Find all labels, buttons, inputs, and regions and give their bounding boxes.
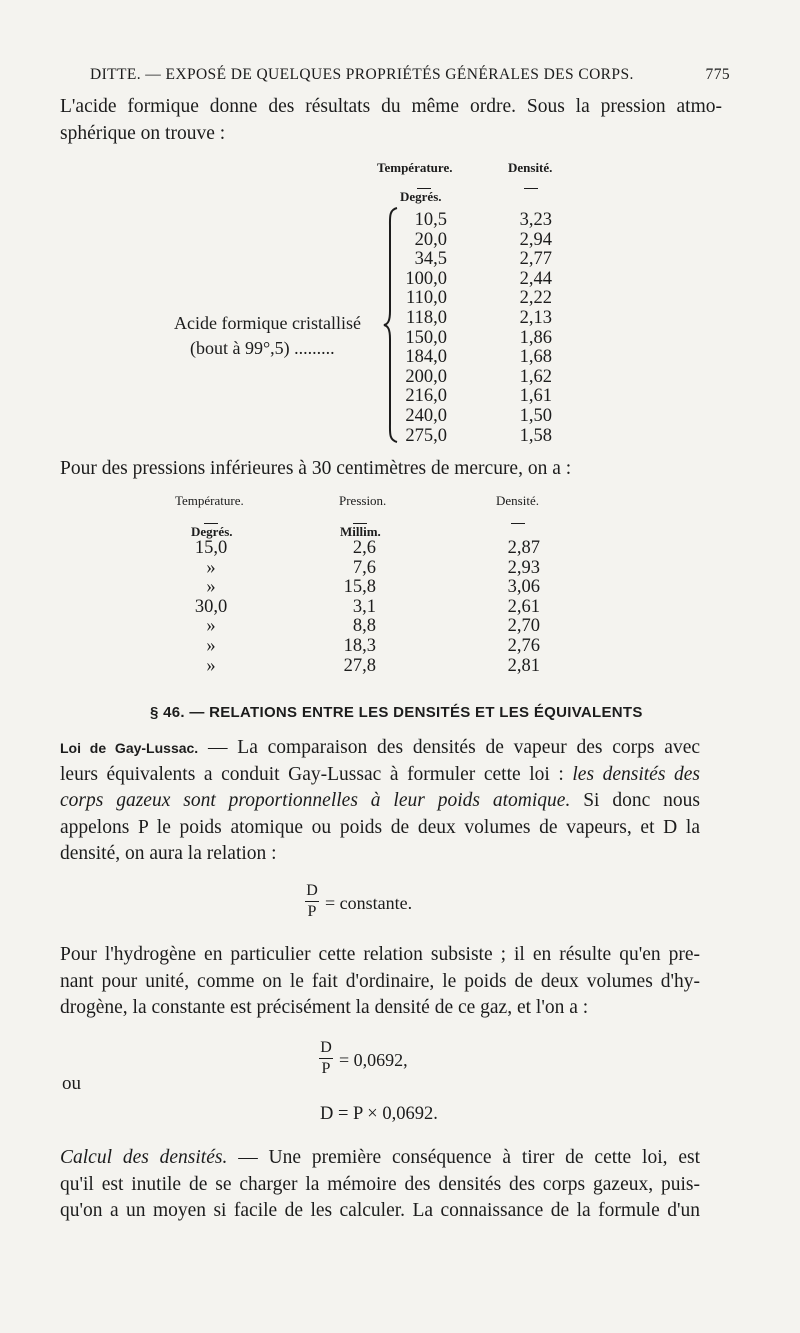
text-line bbox=[60, 735, 700, 762]
table2-pressure-cell: 8,8 bbox=[352, 616, 376, 637]
table1-temperature-cell: 118,0 bbox=[406, 308, 447, 328]
equation-3: D = P × 0,0692. bbox=[320, 1104, 438, 1124]
table1-density-cell: 1,86 bbox=[519, 327, 552, 348]
table1-dash bbox=[524, 176, 538, 194]
intro-paragraph bbox=[60, 94, 722, 147]
text-line bbox=[60, 1145, 700, 1172]
table2-temperature-cell: » bbox=[206, 557, 216, 578]
table1-temperature-cell: 275,0 bbox=[405, 425, 447, 446]
table1-temperature-cell: 200,0 bbox=[405, 366, 447, 387]
table1-temperature-cell: 184,0 bbox=[405, 347, 447, 368]
text-line bbox=[60, 788, 700, 815]
table1-temperature-cell: 150,0 bbox=[405, 327, 447, 348]
table1-density-cell: 2,22 bbox=[519, 288, 552, 309]
table2-pressure-cell: 18,3 bbox=[343, 636, 376, 656]
table2-temperature-cell: » bbox=[206, 655, 216, 676]
table1-temperature-cell: 34,5 bbox=[414, 249, 447, 270]
law-statement: les densités des bbox=[572, 763, 700, 785]
law-name: Loi de Gay-Lussac. bbox=[60, 740, 199, 756]
table1-temperature-cell: 110,0 bbox=[406, 288, 447, 309]
text-line: qu'il est inutile de se charger la mémoire des densités des corps gazeux, puis- bbox=[60, 1173, 700, 1195]
denominator: P bbox=[307, 903, 317, 921]
table2-temperature-cell: » bbox=[206, 616, 216, 637]
equation-1-fraction bbox=[305, 883, 319, 920]
table1-density-cell: 2,44 bbox=[519, 268, 552, 289]
table2-density-cell: 2,87 bbox=[507, 538, 540, 558]
table2-density-cell: 2,70 bbox=[507, 616, 540, 637]
table1-density-cell: 1,68 bbox=[519, 347, 552, 368]
substance-label: Acide formique cristallisé bbox=[174, 313, 361, 333]
table1-unit: Degrés. bbox=[400, 189, 442, 204]
section-heading: § 46. — RELATIONS ENTRE LES DENSITÉS ET LES ÉQUIVALENTS bbox=[150, 704, 643, 721]
denominator: P bbox=[321, 1060, 331, 1078]
equation-1-rhs: = constante. bbox=[325, 893, 413, 913]
table1-density-cell: 2,13 bbox=[519, 308, 552, 328]
table2-temperature-cell: » bbox=[206, 577, 216, 598]
table2-pressure-cell: 27,8 bbox=[343, 655, 376, 676]
equation-2-fraction bbox=[319, 1040, 333, 1077]
text-line: qu'on a un moyen si facile de les calculer. La connaissance de la formule d'un bbox=[60, 1200, 700, 1221]
hydrogen-paragraph bbox=[60, 942, 700, 1022]
calcul-paragraph bbox=[60, 1145, 700, 1225]
table1-density-cell: 3,23 bbox=[519, 210, 552, 230]
table1-temperature-cell: 240,0 bbox=[405, 406, 447, 426]
table1-temperature-cell: 10,5 bbox=[414, 210, 447, 230]
brace-icon bbox=[383, 207, 399, 443]
table1-density-cell: 1,62 bbox=[519, 366, 552, 387]
text-line: densité, on aura la relation : bbox=[60, 843, 277, 864]
text-fragment: leurs équivalents a conduit Gay-Lussac à formuler cette loi : bbox=[60, 763, 573, 785]
text-line: nant pour unité, comme on le fait d'ordinaire, le poids de deux volumes d'hy- bbox=[60, 970, 700, 992]
table2-temperature-cell: » bbox=[206, 636, 216, 656]
table2-header-temperature: Température. bbox=[175, 493, 244, 508]
table2-density-cell: 2,81 bbox=[507, 655, 540, 676]
text-line: L'acide formique donne des résultats du même ordre. Sous la pression atmo- bbox=[60, 96, 722, 117]
table2-temperature-cell: 30,0 bbox=[194, 596, 228, 617]
text-fragment: Si donc nous bbox=[570, 790, 700, 811]
running-title: DITTE. — EXPOSÉ DE QUELQUES PROPRIÉTÉS GÉNÉRALES DES CORPS. bbox=[90, 66, 634, 83]
text-line: appelons P le poids atomique ou poids de deux volumes de vapeurs, et D la bbox=[60, 816, 700, 838]
table1-temperature-cell: 20,0 bbox=[414, 229, 447, 250]
text-line bbox=[60, 762, 700, 789]
law-paragraph bbox=[60, 735, 700, 868]
pressure-intro: Pour des pressions inférieures à 30 centimètres de mercure, on a : bbox=[60, 458, 572, 479]
table1-density-cell: 1,58 bbox=[519, 425, 552, 446]
table2-header-pressure: Pression. bbox=[339, 493, 387, 508]
table2-pressure-cell: 2,6 bbox=[352, 538, 376, 558]
table2-dash bbox=[511, 511, 525, 529]
text-line: drogène, la constante est précisément la densité de ce gaz, et l'on a : bbox=[60, 997, 589, 1018]
numerator: D bbox=[320, 1039, 332, 1056]
table1-temperature-cell: 216,0 bbox=[405, 386, 447, 407]
table2-temperature-cell: 15,0 bbox=[194, 538, 228, 558]
table1-density-cell: 1,61 bbox=[519, 386, 552, 407]
text-line: Pour l'hydrogène en particulier cette relation subsiste ; il en résulte qu'en pre- bbox=[60, 944, 700, 965]
table1-header-density: Densité. bbox=[508, 160, 553, 175]
table1-density-cell: 1,50 bbox=[519, 406, 552, 426]
table2-pressure-cell: 15,8 bbox=[343, 577, 376, 598]
conjunction-ou: ou bbox=[62, 1073, 81, 1094]
numerator: D bbox=[306, 882, 318, 899]
table2-density-cell: 2,93 bbox=[507, 557, 540, 578]
law-statement: corps gazeux sont proportionnelles à leur poids atomique. bbox=[60, 790, 571, 811]
table2-density-cell: 2,61 bbox=[507, 596, 540, 617]
table1-density-cell: 2,94 bbox=[519, 229, 552, 250]
equation-2-rhs: = 0,0692, bbox=[339, 1050, 408, 1070]
table2-density-cell: 2,76 bbox=[507, 636, 540, 656]
running-header bbox=[90, 66, 730, 84]
table1-temperature-cell: 100,0 bbox=[405, 268, 447, 289]
table1-density-cell: 2,77 bbox=[519, 249, 552, 270]
table2-pressure-cell: 3,1 bbox=[352, 596, 376, 617]
text-fragment: — La comparaison des densités de vapeur des corps avec bbox=[198, 737, 701, 758]
table2-unit-pressure: Millim. bbox=[340, 524, 381, 539]
table2-unit-temp: Degrés. bbox=[191, 524, 233, 539]
calcul-title: Calcul des densités. bbox=[60, 1147, 228, 1168]
table2-pressure-cell: 7,6 bbox=[352, 557, 376, 578]
page-number: 775 bbox=[705, 66, 730, 83]
substance-boiling-point: (bout à 99°,5) ......... bbox=[190, 338, 335, 358]
table1-header-temperature: Température. bbox=[377, 160, 453, 175]
table2-header-density: Densité. bbox=[496, 493, 539, 508]
text-fragment: — Une première conséquence à tirer de cette loi, est bbox=[227, 1147, 700, 1168]
text-line: sphérique on trouve : bbox=[60, 122, 226, 144]
table2-density-cell: 3,06 bbox=[507, 577, 540, 598]
